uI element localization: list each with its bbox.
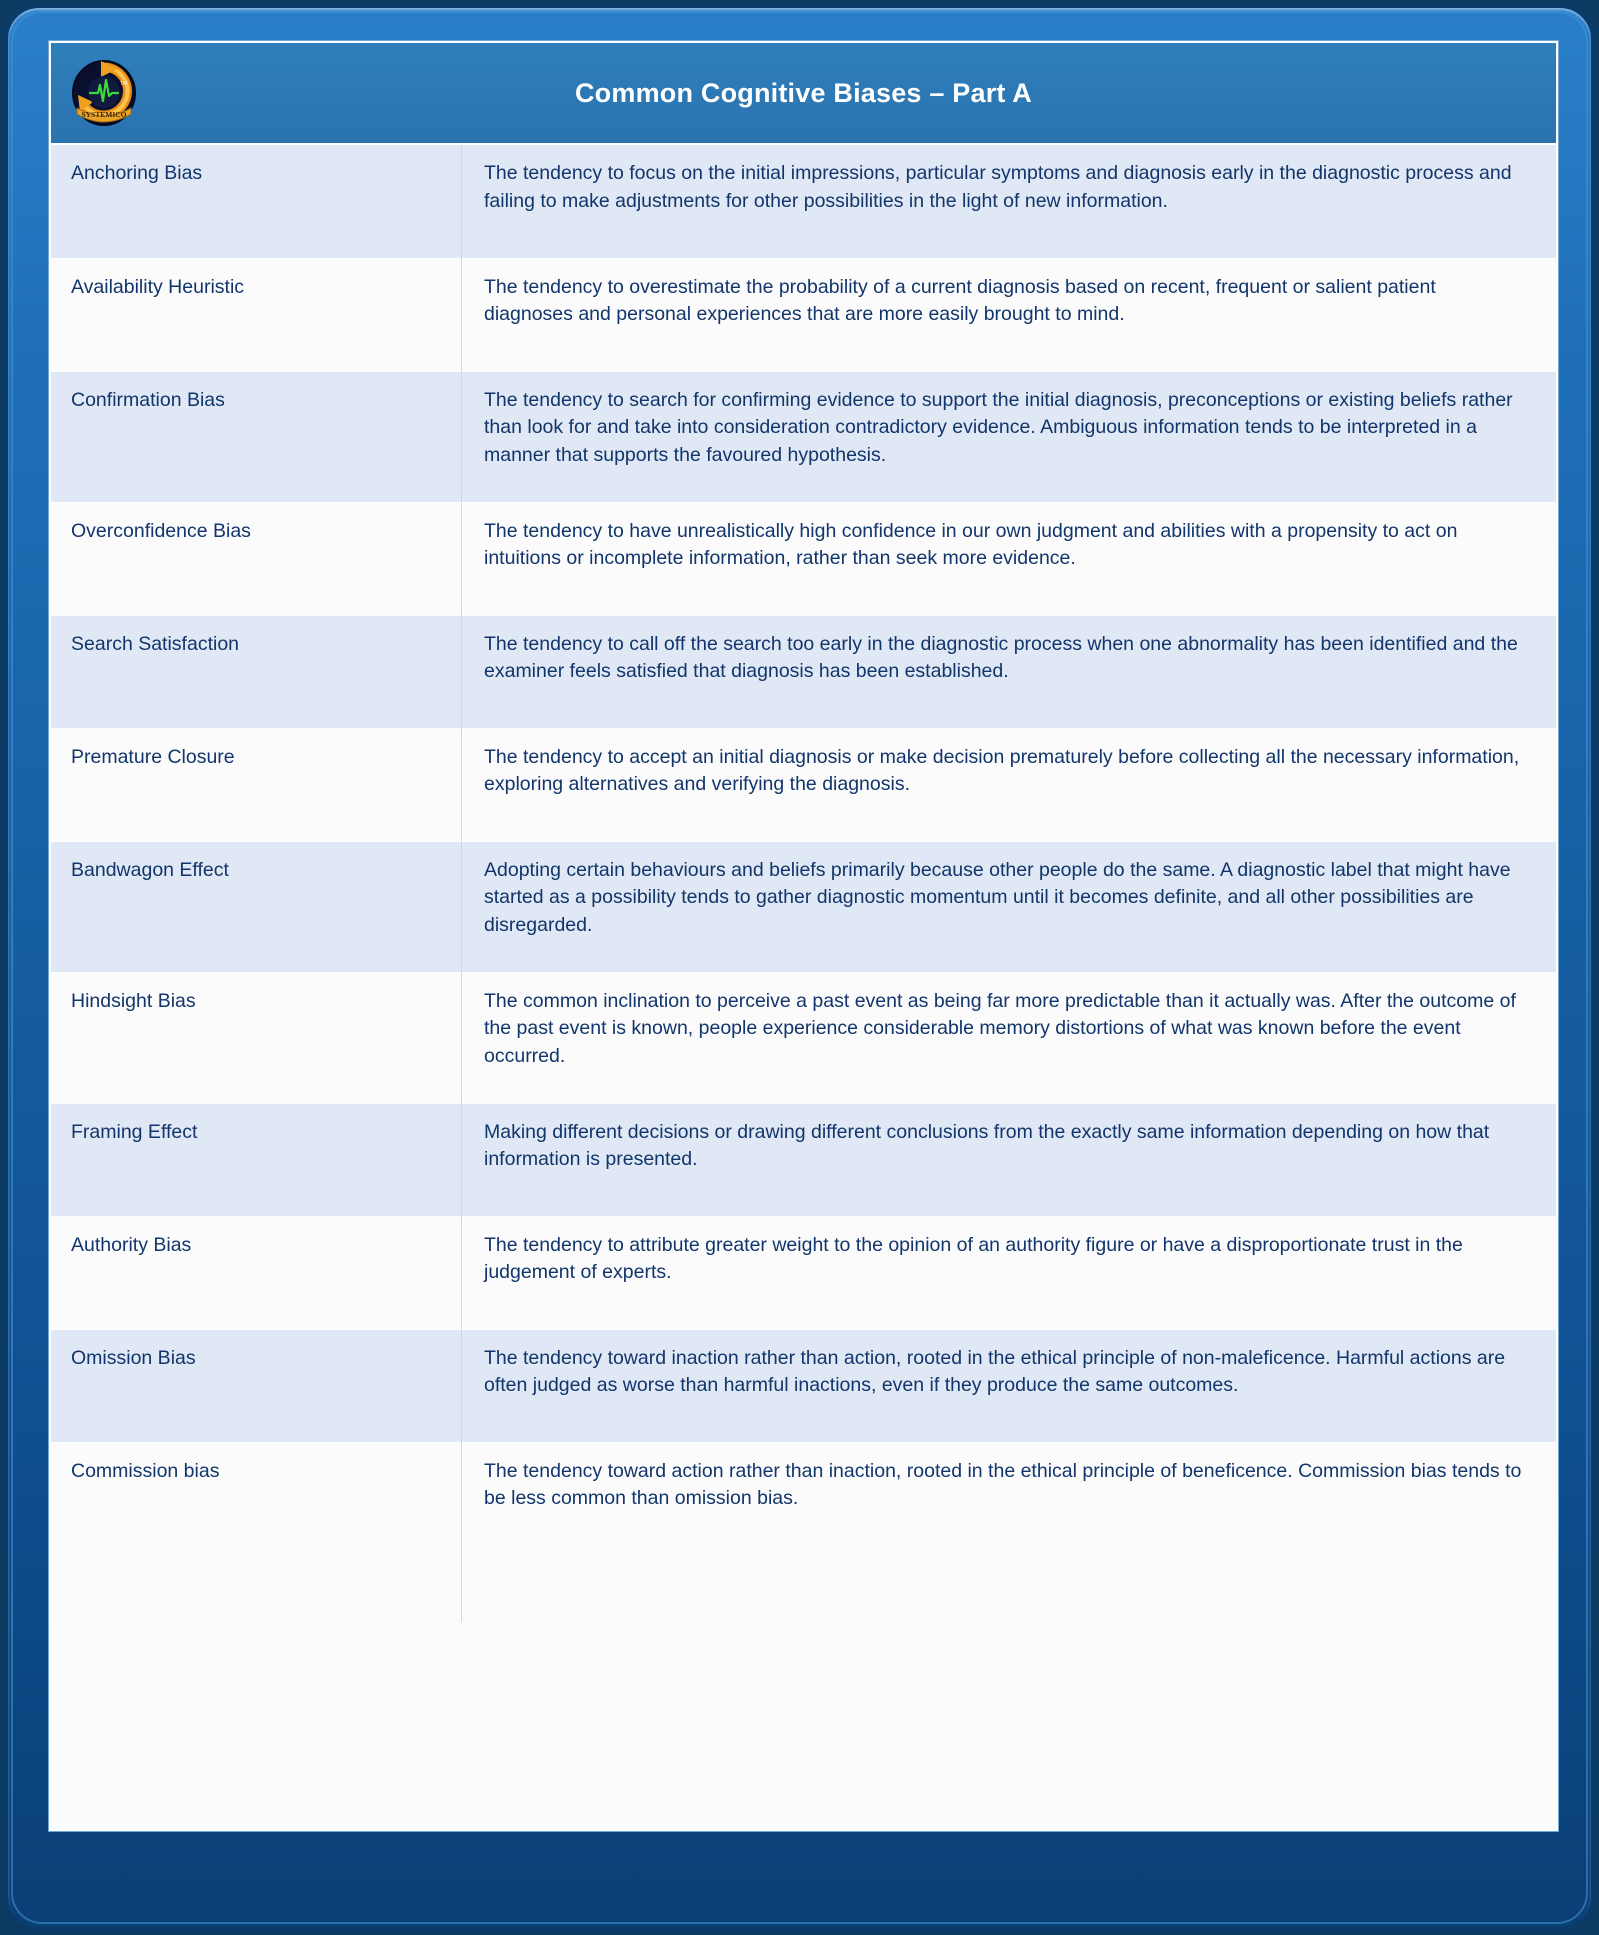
page-title: Common Cognitive Biases – Part A xyxy=(574,77,1032,108)
bias-name-cell: Bandwagon Effect xyxy=(51,841,462,972)
bias-name-cell: Authority Bias xyxy=(51,1216,462,1329)
header-bar xyxy=(51,43,1556,145)
table-row xyxy=(51,1442,1556,1622)
cognitive-biases-table xyxy=(51,145,1556,1622)
bias-description-cell: The tendency to overestimate the probability of a current diagnosis based on recent, frequent or salient patient diagnoses and personal experiences that are more easily brought to mind. xyxy=(462,258,1557,371)
svg-text:TM: TM xyxy=(120,81,128,87)
bias-name-cell: Framing Effect xyxy=(51,1103,462,1216)
bias-description-cell: The tendency to attribute greater weight to the opinion of an authority figure or have a disproportionate trust in the judgement of experts. xyxy=(462,1216,1557,1329)
bias-name-cell: Anchoring Bias xyxy=(51,145,462,258)
bias-description-cell: The tendency to call off the search too early in the diagnostic process when one abnormality has been identified and the examiner feels satisfied that diagnosis has been established. xyxy=(462,615,1557,728)
table-body xyxy=(51,145,1556,1622)
table-row xyxy=(51,1329,1556,1442)
bias-description-cell: Adopting certain behaviours and beliefs primarily because other people do the same. A diagnostic label that might have started as a possibility tends to gather diagnostic momentum until it becomes definite, and all other possibilities are disregarded. xyxy=(462,841,1557,972)
systemico-logo xyxy=(71,60,137,126)
table-row xyxy=(51,972,1556,1103)
bias-name-cell: Overconfidence Bias xyxy=(51,502,462,615)
table-row xyxy=(51,728,1556,841)
bias-name-cell: Hindsight Bias xyxy=(51,972,462,1103)
table-row xyxy=(51,1216,1556,1329)
table-row xyxy=(51,502,1556,615)
bias-description-cell: Making different decisions or drawing different conclusions from the exactly same information depending on how that information is presented. xyxy=(462,1103,1557,1216)
table-row xyxy=(51,841,1556,972)
bias-name-cell: Commission bias xyxy=(51,1442,462,1622)
bias-description-cell: The tendency toward inaction rather than action, rooted in the ethical principle of non-maleficence. Harmful actions are often judged as worse than harmful inactions, even if they produce the same outcomes. xyxy=(462,1329,1557,1442)
table-row xyxy=(51,371,1556,502)
bias-name-cell: Availability Heuristic xyxy=(51,258,462,371)
slide-frame xyxy=(5,5,1594,1930)
bias-description-cell: The tendency to have unrealistically high confidence in our own judgment and abilities with a propensity to act on intuitions or incomplete information, rather than seek more evidence. xyxy=(462,502,1557,615)
bias-description-cell: The tendency to search for confirming evidence to support the initial diagnosis, preconceptions or existing beliefs rather than look for and take into consideration contradictory evidence. Ambiguous information tends to be interpreted in a manner that supports the favoured hypothesis. xyxy=(462,371,1557,502)
bias-description-cell: The tendency to focus on the initial impressions, particular symptoms and diagnosis early in the diagnostic process and failing to make adjustments for other possibilities in the light of new information. xyxy=(462,145,1557,258)
table-row xyxy=(51,258,1556,371)
bias-name-cell: Search Satisfaction xyxy=(51,615,462,728)
table-row xyxy=(51,145,1556,258)
table-row xyxy=(51,615,1556,728)
bias-description-cell: The tendency to accept an initial diagnosis or make decision prematurely before collecting all the necessary information, exploring alternatives and verifying the diagnosis. xyxy=(462,728,1557,841)
logo-wordmark: SYSTEMICO xyxy=(81,110,127,119)
bias-name-cell: Omission Bias xyxy=(51,1329,462,1442)
content-panel xyxy=(49,41,1558,1831)
bias-description-cell: The common inclination to perceive a past event as being far more predictable than it actually was. After the outcome of the past event is known, people experience considerable memory distortions of what was known before the event occurred. xyxy=(462,972,1557,1103)
bias-description-cell: The tendency toward action rather than inaction, rooted in the ethical principle of beneficence. Commission bias tends to be less common than omission bias. xyxy=(462,1442,1557,1622)
bias-name-cell: Premature Closure xyxy=(51,728,462,841)
table-row xyxy=(51,1103,1556,1216)
bias-name-cell: Confirmation Bias xyxy=(51,371,462,502)
systemico-logo-icon xyxy=(71,60,137,126)
